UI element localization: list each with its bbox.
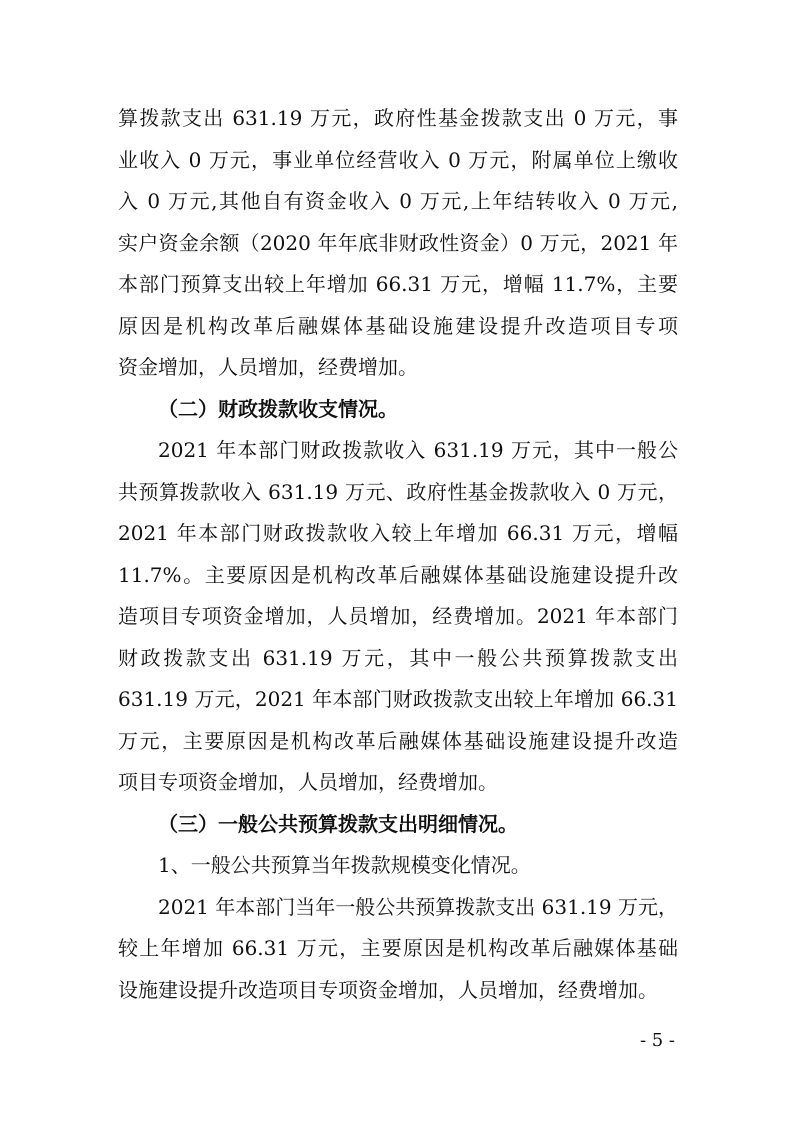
text-line: 财政拨款支出 631.19 万元，其中一般公共预算拨款支出 [118,645,678,670]
text-line: 2021 年本部门财政拨款收入较上年增加 66.31 万元，增幅 [118,521,678,545]
text-line: 2021 年本部门当年一般公共预算拨款支出 631.19 万元， [158,894,678,919]
text-line: 造项目专项资金增加，人员增加，经费增加。2021 年本部门 [118,604,678,628]
document-body [118,98,678,1011]
text-line: 本部门预算支出较上年增加 66.31 万元，增幅 11.7%，主要 [118,272,678,296]
text-line: 实户资金余额（2020 年年底非财政性资金）0 万元，2021 年 [118,230,678,255]
section-heading: （三）一般公共预算拨款支出明细情况。 [158,811,518,836]
text-line: 11.7%。主要原因是机构改革后融媒体基础设施建设提升改 [118,562,678,587]
text-line: 项目专项资金增加，人员增加，经费增加。 [118,770,498,794]
text-line: 设施建设提升改造项目专项资金增加，人员增加，经费增加。 [118,977,658,1002]
text-line: 2021 年本部门财政拨款收入 631.19 万元，其中一般公 [158,438,678,462]
text-line: 万元，主要原因是机构改革后融媒体基础设施建设提升改造 [118,728,678,753]
section-heading: （二）财政拨款收支情况。 [158,396,398,421]
subsection-heading: 1、一般公共预算当年拨款规模变化情况。 [158,853,531,877]
text-line: 较上年增加 66.31 万元，主要原因是机构改革后融媒体基础 [118,936,678,960]
text-line: 算拨款支出 631.19 万元，政府性基金拨款支出 0 万元，事 [118,106,678,130]
text-line: 入 0 万元,其他自有资金收入 0 万元,上年结转收入 0 万元, [118,189,678,213]
text-line: 631.19 万元，2021 年本部门财政拨款支出较上年增加 66.31 [118,687,678,711]
text-line: 资金增加，人员增加，经费增加。 [118,355,418,379]
text-line: 原因是机构改革后融媒体基础设施建设提升改造项目专项 [118,313,678,338]
text-line: 共预算拨款收入 631.19 万元、政府性基金拨款收入 0 万元， [118,479,678,504]
text-line: 业收入 0 万元，事业单位经营收入 0 万元，附属单位上缴收 [118,147,678,172]
page-number: - 5 - [639,1030,675,1051]
